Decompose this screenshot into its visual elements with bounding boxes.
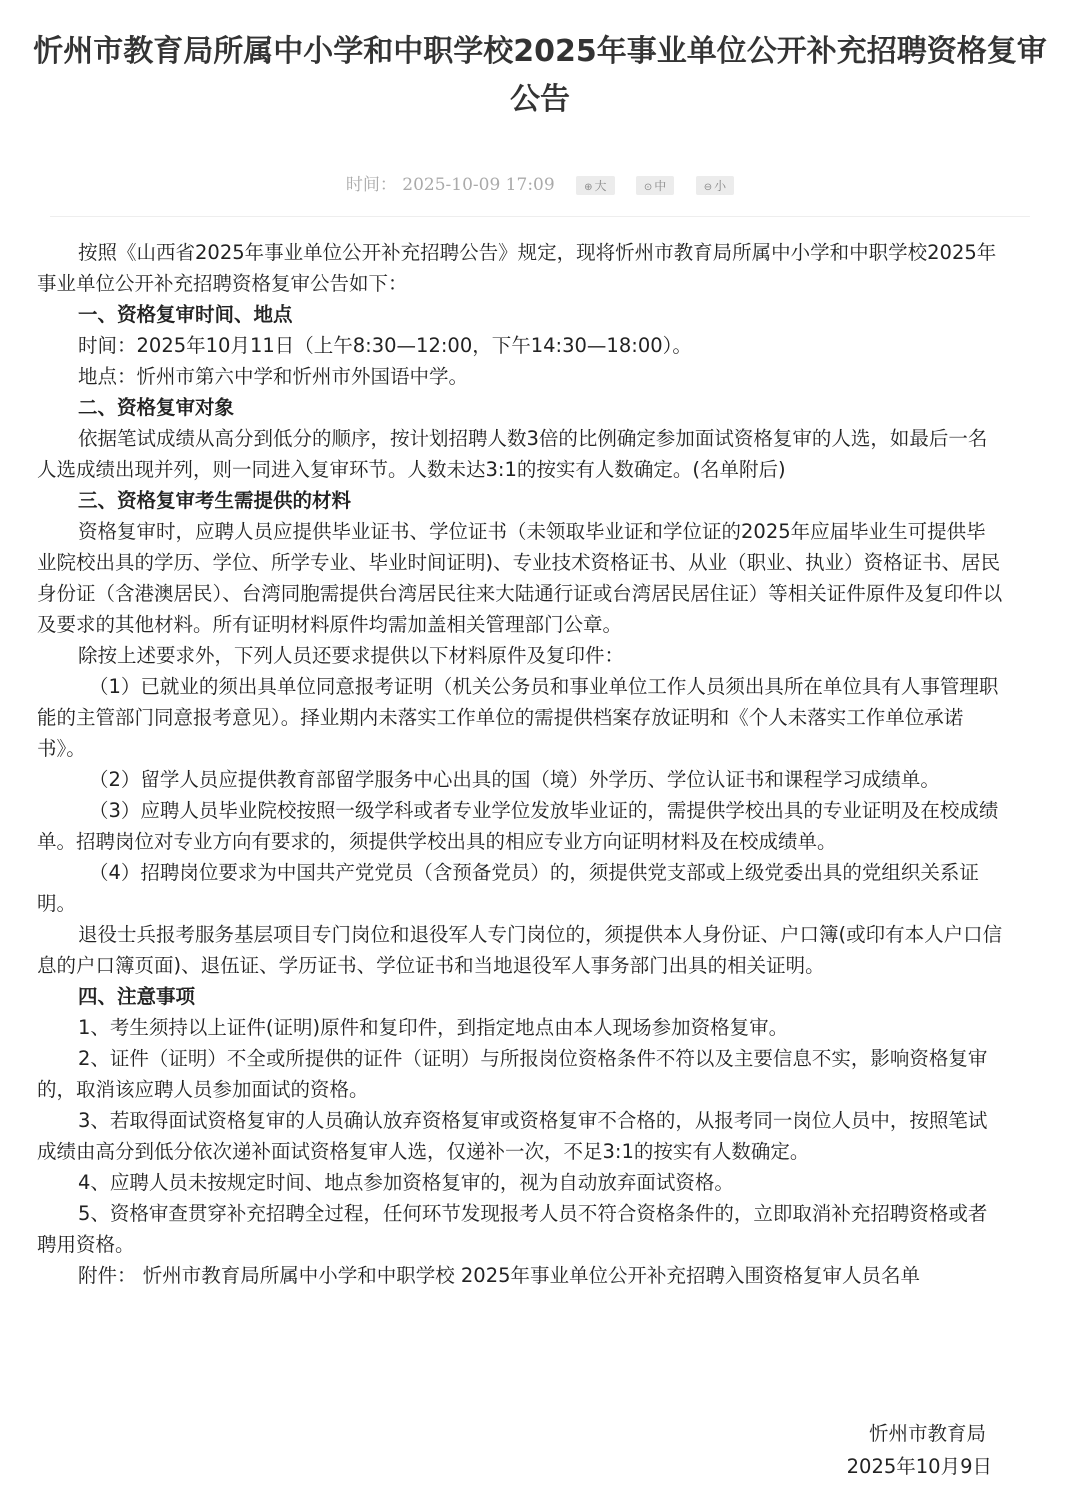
section-4-item-3: 3、若取得面试资格复审的人员确认放弃资格复审或资格复审不合格的，从报考同一岗位人员中，按照笔试成绩由高分到低分依次递补面试资格复审人选，仅递补一次，不足3:1的按实有人数确定。	[37, 1109, 988, 1163]
font-size-large-button[interactable]	[576, 176, 614, 195]
time-label: 时间：	[345, 175, 397, 195]
section-2-text: 依据笔试成绩从高分到低分的顺序，按计划招聘人数3倍的比例确定参加面试资格复审的人选，如最后一名人选成绩出现并列，则一同进入复审环节。人数未达3:1的按实有人数确定。(名单附后)	[37, 427, 988, 481]
article-body	[37, 237, 1005, 1291]
section-1-time: 时间：2025年10月11日（上午8:30—12:00，下午14:30—18:00）。	[78, 334, 692, 357]
section-3-extra: 除按上述要求外，下列人员还要求提供以下材料原件及复印件：	[78, 644, 625, 667]
section-3-item-2: （2）留学人员应提供教育部留学服务中心出具的国（境）外学历、学位认证书和课程学习成绩单。	[89, 768, 940, 791]
issuing-organization: 忻州市教育局	[868, 1422, 986, 1445]
zoom-out-icon: ⊖	[703, 182, 713, 193]
section-3-text: 资格复审时，应聘人员应提供毕业证书、学位证书（未领取毕业证和学位证的2025年应届毕业生可提供毕业院校出具的学历、学位、所学专业、毕业时间证明)、专业技术资格证书、从业（职业、执业）资格证书、居民身份证（含港澳居民）、台湾同胞需提供台湾居民往来大陆通行证或台湾居民居住证）等相关证件原件及复印件以及要求的其他材料。所有证明材料原件均需加盖相关管理部门公章。	[37, 520, 1003, 636]
font-size-medium-label: 中	[654, 179, 667, 193]
section-4-item-4: 4、应聘人员未按规定时间、地点参加资格复审的，视为自动放弃面试资格。	[78, 1171, 734, 1194]
section-2-heading: 二、资格复审对象	[78, 396, 235, 419]
section-4-item-1: 1、考生须持以上证件(证明)原件和复印件，到指定地点由本人现场参加资格复审。	[78, 1016, 789, 1039]
section-4-heading: 四、注意事项	[78, 985, 196, 1008]
font-size-small-label: 小	[714, 179, 727, 193]
article-title: 忻州市教育局所属中小学和中职学校2025年事业单位公开补充招聘资格复审公告	[33, 34, 1047, 117]
reset-zoom-icon: ⊙	[643, 182, 653, 193]
publish-time: 2025-10-09 17:09	[402, 175, 555, 195]
font-size-large-label: 大	[594, 179, 607, 193]
intro-paragraph: 按照《山西省2025年事业单位公开补充招聘公告》规定，现将忻州市教育局所属中小学和中职学校2025年事业单位公开补充招聘资格复审公告如下：	[37, 241, 997, 295]
article-meta	[0, 170, 1080, 195]
section-3-heading: 三、资格复审考生需提供的材料	[78, 489, 352, 512]
issue-date: 2025年10月9日	[846, 1455, 992, 1478]
font-size-small-button[interactable]	[696, 176, 734, 195]
section-3-item-4: （4）招聘岗位要求为中国共产党党员（含预备党员）的，须提供党支部或上级党委出具的党组织关系证明。	[37, 861, 979, 915]
zoom-in-icon: ⊕	[584, 182, 593, 193]
section-3-item-3: （3）应聘人员毕业院校按照一级学科或者专业学位发放毕业证的，需提供学校出具的专业证明及在校成绩单。招聘岗位对专业方向有要求的，须提供学校出具的相应专业方向证明材料及在校成绩单。	[37, 799, 999, 853]
section-1-place: 地点：忻州市第六中学和忻州市外国语中学。	[78, 365, 469, 388]
section-4-item-2: 2、证件（证明）不全或所提供的证件（证明）与所报岗位资格条件不符以及主要信息不实，影响资格复审的，取消该应聘人员参加面试的资格。	[37, 1047, 988, 1101]
signature-block	[846, 1417, 992, 1483]
attachment-note: 附件： 忻州市教育局所属中小学和中职学校 2025年事业单位公开补充招聘入围资格复审人员名单	[78, 1264, 921, 1287]
meta-divider	[50, 216, 1030, 217]
section-4-item-5: 5、资格审查贯穿补充招聘全过程，任何环节发现报考人员不符合资格条件的，立即取消补充招聘资格或者聘用资格。	[37, 1202, 988, 1256]
section-3-item-1: （1）已就业的须出具单位同意报考证明（机关公务员和事业单位工作人员须出具所在单位具有人事管理职能的主管部门同意报考意见）。择业期内未落实工作单位的需提供档案存放证明和《个人未落实工作单位承诺书》。	[37, 675, 999, 760]
section-1-heading: 一、资格复审时间、地点	[78, 303, 293, 326]
font-size-medium-button[interactable]	[636, 176, 674, 195]
section-3-veteran: 退役士兵报考服务基层项目专门岗位和退役军人专门岗位的，须提供本人身份证、户口簿(或印有本人户口信息的户口簿页面)、退伍证、学历证书、学位证书和当地退役军人事务部门出具的相关证明。	[37, 923, 1003, 977]
